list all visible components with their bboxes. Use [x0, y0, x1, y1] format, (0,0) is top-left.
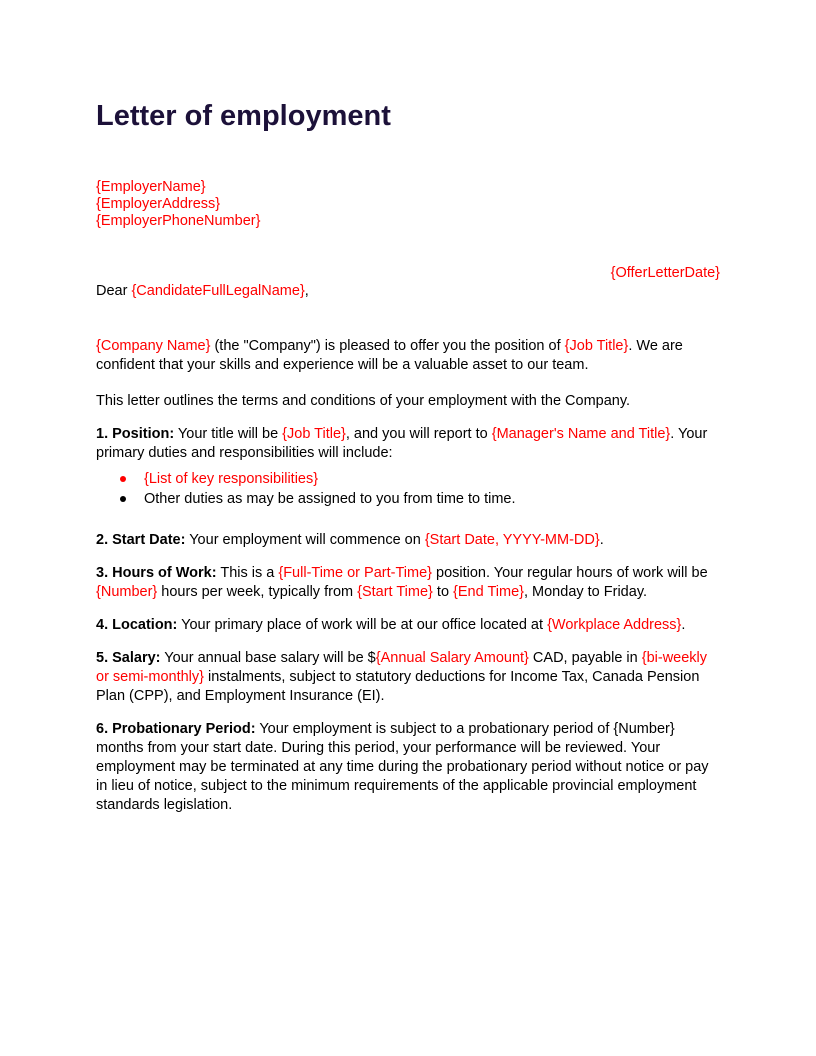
salutation-suffix: ,	[304, 283, 309, 299]
salary-text-2: CAD, payable in	[528, 650, 642, 666]
employer-name: {EmployerName}	[96, 179, 206, 195]
position-text-3: . Your primary duties and responsibilities will include:	[96, 426, 708, 461]
start-date-text-2: .	[599, 532, 604, 548]
employer-phone: {EmployerPhoneNumber}	[96, 213, 261, 229]
salutation	[96, 282, 720, 301]
position-heading: 1. Position:	[96, 426, 175, 442]
intro-job-title: {Job Title}	[564, 338, 629, 354]
list-item	[120, 489, 720, 509]
intro-paragraph	[96, 337, 720, 375]
section-location	[96, 616, 720, 635]
hours-end-time: {End Time}	[453, 584, 524, 600]
list-item-text: {List of key responsibilities}	[144, 471, 319, 487]
hours-text-4: to	[432, 584, 454, 600]
start-date-heading: 2. Start Date:	[96, 532, 186, 548]
salary-text-1: Your annual base salary will be $	[160, 650, 376, 666]
position-job-title: {Job Title}	[282, 426, 346, 442]
list-item	[120, 469, 720, 489]
section-position	[96, 425, 720, 463]
hours-type: {Full-Time or Part-Time}	[278, 565, 432, 581]
salary-amount: {Annual Salary Amount}	[375, 650, 529, 666]
salary-heading: 5. Salary:	[96, 650, 161, 666]
start-date-value: {Start Date, YYYY-MM-DD}	[424, 532, 600, 548]
hours-text-5: , Monday to Friday.	[523, 584, 648, 600]
section-start-date	[96, 531, 720, 550]
employer-address: {EmployerAddress}	[96, 196, 221, 212]
start-date-text-1: Your employment will commence on	[185, 532, 425, 548]
hours-text-1: This is a	[216, 565, 279, 581]
location-heading: 4. Location:	[96, 617, 178, 633]
hours-text-2: position. Your regular hours of work will be	[431, 565, 708, 581]
responsibilities-list	[96, 469, 720, 509]
offer-date: {OfferLetterDate}	[610, 265, 720, 281]
bullet-icon	[120, 496, 126, 502]
hours-start-time: {Start Time}	[357, 584, 433, 600]
list-item-text: Other duties as may be assigned to you from time to time.	[144, 491, 516, 507]
salary-text-3: instalments, subject to statutory deductions for Income Tax, Canada Pension Plan (CPP), and Employment Insurance (EI).	[96, 669, 700, 704]
salary-frequency: {bi-weekly or semi-monthly}	[96, 650, 708, 685]
salutation-prefix: Dear	[96, 283, 132, 299]
offer-date-line	[96, 265, 720, 282]
probation-text: Your employment is subject to a probationary period of {Number} months from your start date. During this period, your performance will be reviewed. Your employment may be terminated at any time during the probationary period without notice or pay in lieu of notice, subject to the minimum requirements of the applicable provincial employment standards legislation.	[96, 721, 709, 813]
bullet-icon	[120, 476, 126, 482]
hours-text-3: hours per week, typically from	[157, 584, 358, 600]
intro-text-2: . We are confident that your skills and experience will be a valuable asset to our team.	[96, 338, 683, 373]
position-text-1: Your title will be	[174, 426, 283, 442]
location-text-1: Your primary place of work will be at our office located at	[177, 617, 548, 633]
outline-paragraph: This letter outlines the terms and conditions of your employment with the Company.	[96, 393, 631, 409]
hours-heading: 3. Hours of Work:	[96, 565, 217, 581]
hours-number: {Number}	[96, 584, 158, 600]
probation-heading: 6. Probationary Period:	[96, 721, 256, 737]
section-salary	[96, 649, 720, 706]
section-probation	[96, 720, 720, 815]
location-address: {Workplace Address}	[547, 617, 682, 633]
position-text-2: , and you will report to	[345, 426, 492, 442]
page-title: Letter of employment	[96, 100, 391, 132]
position-manager: {Manager's Name and Title}	[491, 426, 671, 442]
employer-block	[96, 179, 720, 230]
section-hours	[96, 564, 720, 602]
candidate-name: {CandidateFullLegalName}	[131, 283, 305, 299]
intro-text-1: (the "Company") is pleased to offer you the position of	[210, 338, 565, 354]
location-text-2: .	[681, 617, 686, 633]
company-name: {Company Name}	[96, 338, 211, 354]
